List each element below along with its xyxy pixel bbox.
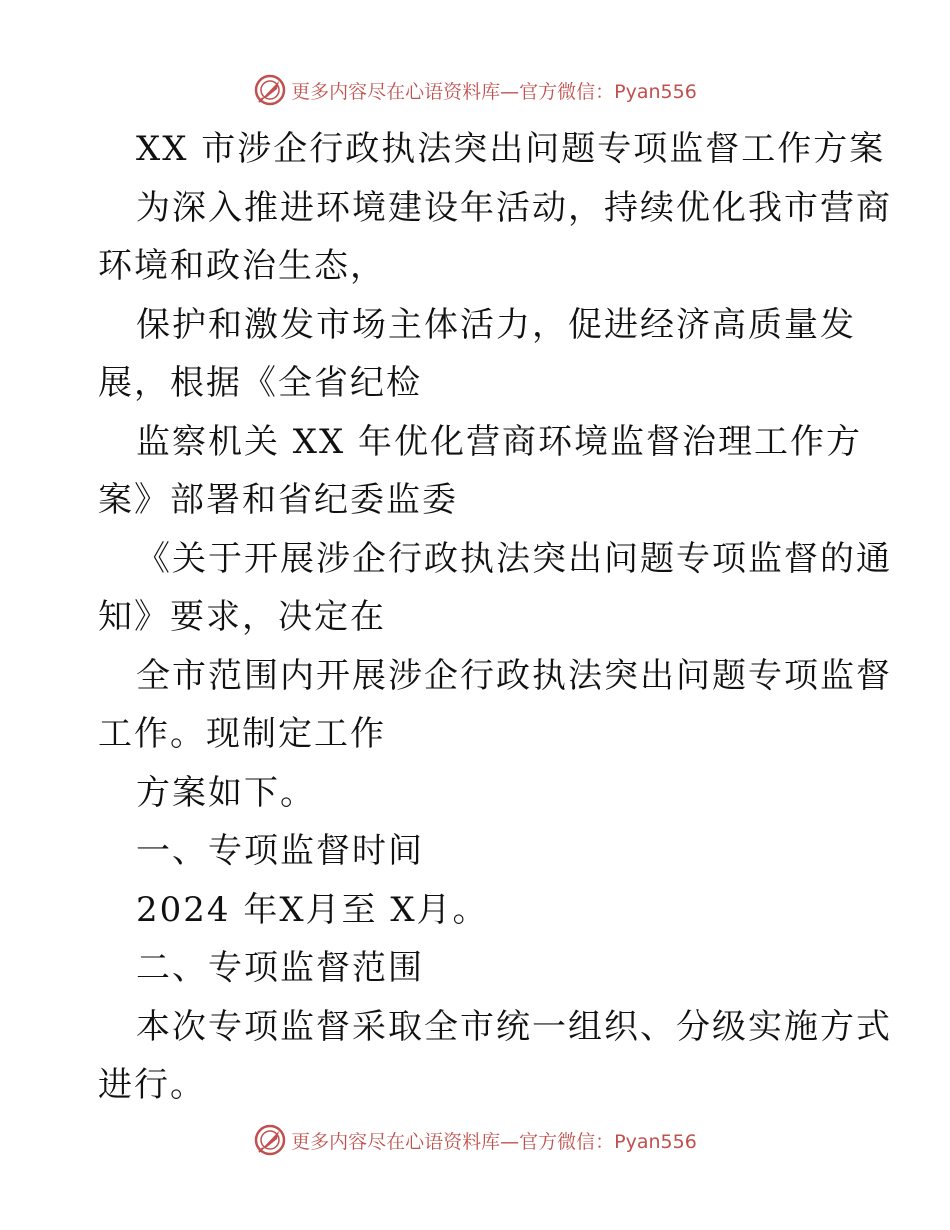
document-line: 为深入推进环境建设年活动，持续优化我市营商 [136,187,892,228]
quill-pen-logo-icon [253,1123,287,1157]
document-line: 全市范围内开展涉企行政执法突出问题专项监督 [136,655,892,696]
footer-banner-id: Pyan556 [614,1130,697,1153]
document-line: 工作。现制定工作 [98,714,386,754]
document-line: 知》要求，决定在 [98,597,386,637]
document-line: 案》部署和省纪委监委 [98,480,458,520]
quill-pen-logo-icon [253,73,287,107]
document-line: 进行。 [98,1065,206,1105]
document-line: 方案如下。 [136,772,316,813]
header-banner-cn: 更多内容尽在心语资料库—官方微信： [291,80,615,103]
footer-banner-cn: 更多内容尽在心语资料库—官方微信： [291,1130,615,1153]
page-footer-banner [0,1120,950,1160]
header-banner-text [291,77,697,104]
document-line: 保护和激发市场主体活力，促进经济高质量发 [136,304,856,345]
document-line: 二、专项监督范围 [136,948,424,988]
document-line: 2024 年X月至 X月。 [136,889,489,930]
document-line: 一、专项监督时间 [136,831,424,871]
footer-banner [253,1123,697,1157]
document-line: 本次专项监督采取全市统一组织、分级实施方式 [136,1006,892,1047]
footer-banner-text [291,1127,697,1154]
document-body [98,120,892,1115]
document-line: 监察机关 XX 年优化营商环境监督治理工作方 [136,421,863,462]
header-banner [253,73,697,107]
header-banner-id: Pyan556 [614,80,697,103]
document-line: 展，根据《全省纪检 [98,363,422,403]
page-header-banner [0,70,950,110]
document-line: XX 市涉企行政执法突出问题专项监督工作方案 [136,129,886,169]
document-line: 环境和政治生态， [98,246,386,286]
document-line: 《关于开展涉企行政执法突出问题专项监督的通 [136,538,892,579]
